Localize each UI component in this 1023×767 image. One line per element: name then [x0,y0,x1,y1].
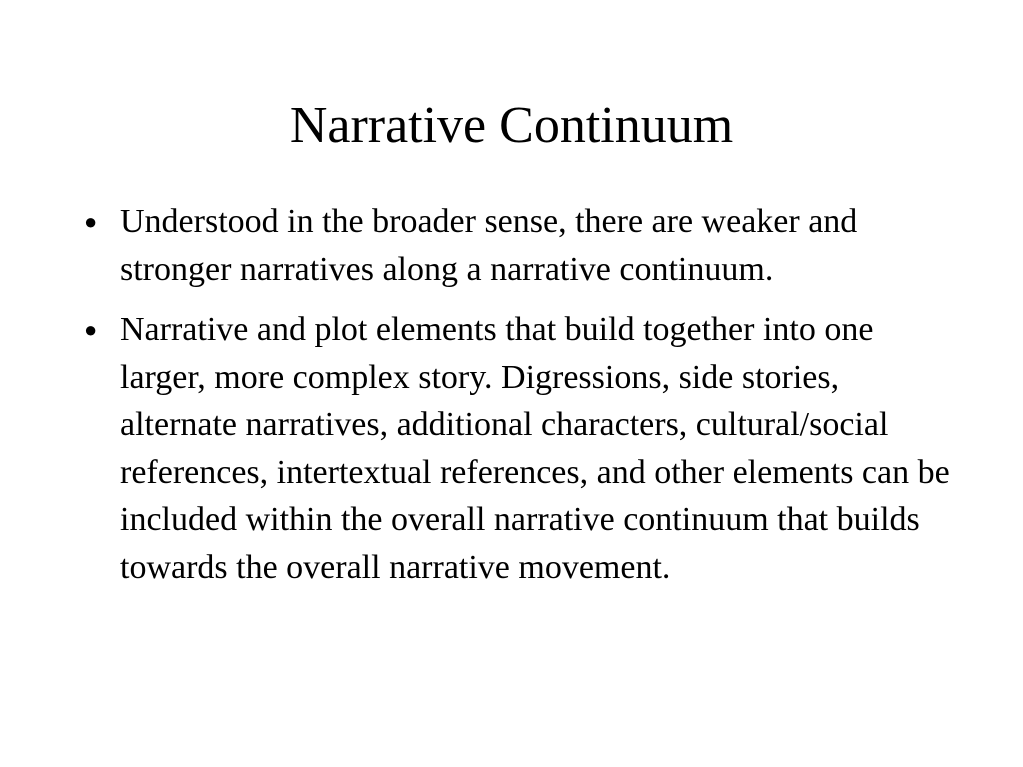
bullet-icon: ● [84,317,98,342]
bullet-icon: ● [84,209,98,234]
bullet-list [84,198,964,604]
list-item [84,306,964,591]
list-item [84,198,964,293]
bullet-text: Narrative and plot elements that build together into one larger, more complex story. Digressions, side stories, alternate narratives, additional characters, cultural/social references, intertextual references, and other elements can be included within the overall narrative continuum that builds towards the overall narrative movement. [120,311,950,586]
slide-title: Narrative Continuum [289,97,734,154]
bullet-text: Understood in the broader sense, there are weaker and stronger narratives along a narrative continuum. [120,203,858,288]
